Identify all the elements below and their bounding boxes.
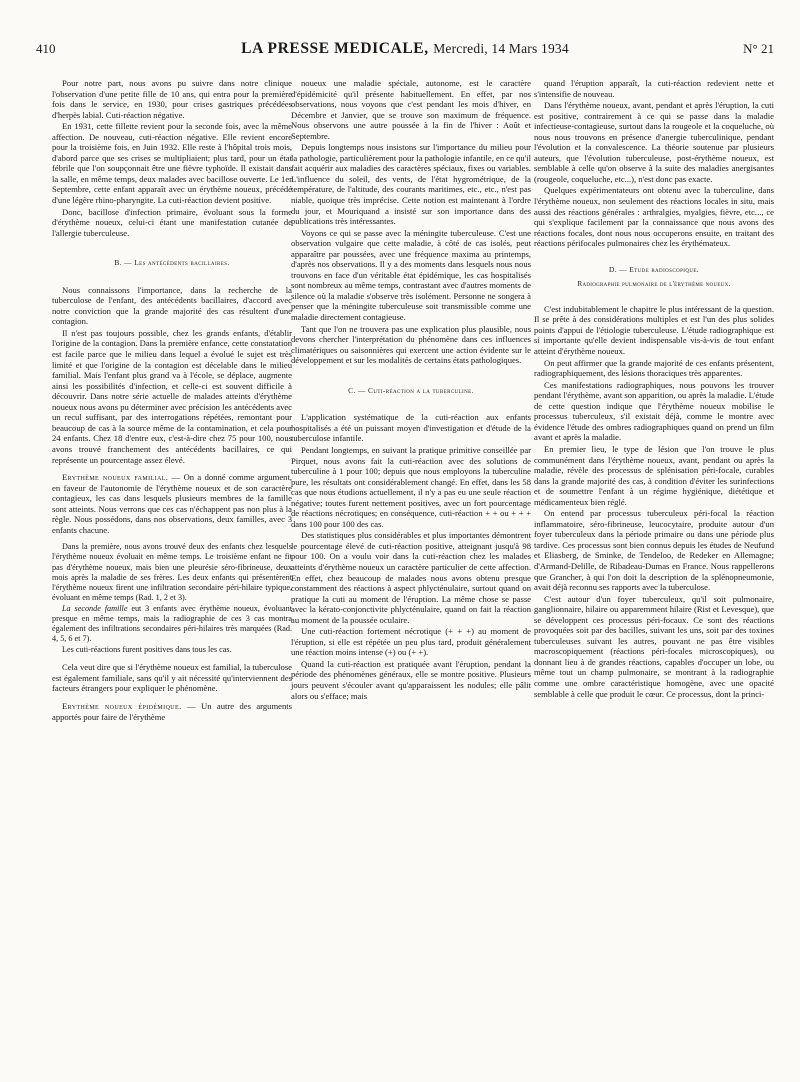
column-middle: [291, 78, 531, 702]
column-right: [534, 78, 774, 700]
journal-title: [76, 40, 734, 58]
paragraph: Dans la première, nous avons trouvé deux des enfants chez lesquels l'érythème noueux évoluait en même temps. Le troisième enfant ne fit pas d'érythème noueux, mais bien une pleurésie séro-fibrineuse, deux mois après la maladie de ses frères. Les deux enfants qui présentèrent l'érythème noueux firent une infiltration secondaire péri-hilaire typique, évoluant en même temps (Rad. 1, 2 et 3).: [52, 542, 292, 602]
paragraph: La seconde famille eut 3 enfants avec érythème noueux, évoluant presque en même temps, mais la radiographie de ces 3 cas montra également des infiltrations secondaires péri-hilaires très marquées (Rad. 4, 5, 6 et 7).: [52, 603, 292, 644]
paragraph: Des statistiques plus considérables et plus importantes démontrent le pourcentage élevé de cuti-réaction positive, atteignant jusqu'à 98 pour 100. On a voulu voir dans la cuti-réaction chez les malades atteints d'érythème noueux un caractère particulier de cette affection. En effet, chez beaucoup de malades nous avons obtenu presque constamment des réactions à aspect phlycténulaire, surtout quand on pratique la cuti au moment de l'éruption. La même chose se passe avec la kérato-conjonctivite phlycténulaire, quand on fait la réaction au moment de la poussée oculaire.: [291, 530, 531, 625]
paragraph: L'application systématique de la cuti-réaction aux enfants hospitalisés a été un puissant moyen d'investigation et d'étude de la tuberculose infantile.: [291, 412, 531, 444]
paragraph: Donc, bacillose d'infection primaire, évoluant sous la forme d'érythème noueux, celui-ci étant une manifestation cutanée de l'allergie tuberculeuse.: [52, 206, 292, 238]
section-heading-c: C. — Cuti-réaction a la tuberculine.: [348, 385, 474, 395]
paragraph: On peut affirmer que la grande majorité de ces enfants présentent, radiographiquement, des lésions thoraciques très apparentes.: [534, 357, 774, 379]
run-in-heading: Erythème noueux familial.: [62, 472, 169, 483]
paragraph: Les cuti-réactions furent positives dans tous les cas.: [62, 645, 232, 655]
paragraph: En 1931, cette fillette revient pour la seconde fois, avec la même affection. De nouveau, cuti-réaction négative. Elle revient encore pour la troisième fois, en Juin 1932. Elle reste à l'hôpital trois mois, d'abord parce que ses crises se multipliaient; plus tard, pour un état fébrile que l'on soupçonnait être une fièvre typhoïde. Il existait dans la salle, en même temps, deux malades avec bacillose ouverte. Le 1er Septembre, cette enfant apparaît avec un érythème noueux, précédé d'une légère rhino-pharyngite. La cuti-réaction devient positive.: [52, 121, 292, 206]
issue-date: Mercredi, 14 Mars 1934: [433, 41, 569, 56]
section-heading-b: B. — Les antécédents bacillaires.: [114, 258, 230, 268]
paragraph: Pour notre part, nous avons pu suivre dans notre clinique l'observation d'une petite fille de 10 ans, qui entra pour la première fois dans le service, en 1930, pour crises gastriques précédées d'herpès labial. Cuti-réaction négative.: [52, 78, 292, 120]
paragraph: Pendant longtemps, en suivant la pratique primitive conseillée par Pirquet, nous avons fait la cuti-réaction avec des solutions de tuberculine à 1 pour 100; depuis que nous employons la tuberculine pure, les résultats ont considérablement changé. En effet, dans les 58 cas que nous étudions actuellement, il n'y a pas eu une seule réaction négative; toutes furent nettement positives, avec un fort pourcentage de réactions nécrotiques; en conséquence, cuti-réaction + + ou + + + dans 100 pour 100 des cas.: [291, 444, 531, 529]
page-number: 410: [36, 41, 56, 56]
paragraph: On entend par processus tuberculeux péri-focal la réaction inflammatoire, séro-fibrineuse, leucocytaire, produite autour d'un foyer tuberculeux dans la période primaire ou dans une période plus tardive. Ces processus sont bien connus depuis les études de Neufund et Eliasberg, de Sminke, de Tendeloo, de Redeker en Allemagne; d'Armand-Delille, de Ribadeau-Dumas en France. Nous rappellerons que Grancher, à qui l'on doit la description de la splénopneumonie, avait déjà reconnu ses rapports avec la tuberculose.: [534, 508, 774, 593]
paragraph: Une cuti-réaction fortement nécrotique (+ + +) au moment de l'éruption, si elle est répétée un peu plus tard, produit généralement une réaction moins intense (+) ou (+ +).: [291, 626, 531, 658]
paragraph: En premier lieu, le type de lésion que l'on trouve le plus communément dans l'érythème noueux, avant, pendant ou après la maladie, révèle des processus de splénisation péri-focale, curables dans la grande majorité des cas, à condition d'éviter les surinfections et de soumettre l'enfant à un régime hygiénique, diététique et médicamenteux bien réglé.: [534, 443, 774, 507]
paragraph: Nous connaissons l'importance, dans la recherche de la tuberculose de l'enfant, des antécédents bacillaires, d'accord avec notre conviction que la grande majorité des cas résultent d'une contagion.: [52, 284, 292, 327]
paragraph: Cela veut dire que si l'érythème noueux est familial, la tuberculose est également familiale, sans qu'il y ait nécessité qu'interviennent des facteurs étrangers pour expliquer le phénomène.: [52, 662, 292, 694]
paragraph: Quand la cuti-réaction est pratiquée avant l'éruption, pendant la période des phénomènes généraux, elle se montre positive. Plusieurs jours peuvent s'écouler avant qu'apparaissent les nodules; elle pâlit alors ou s'efface; mais: [291, 658, 531, 701]
paragraph: Quelques expérimentateurs ont obtenu avec la tuberculine, dans l'érythème noueux, non seulement des réactions locales in situ, mais aussi des réactions générales : arthralgies, myalgies, fièvre, etc..., ce qui s'explique facilement par la connaissance que nous avons des réactions focales, dont nous nous occuperons ensuite, en traitant des réactions périfocales pulmonaires chez les érythémateux.: [534, 185, 774, 249]
emphasis: La seconde famille: [62, 603, 128, 613]
column-left: [52, 78, 292, 723]
paragraph: Depuis longtemps nous insistons sur l'importance du milieu pour la pathologie, particulièrement pour la pathologie infantile, en ce qu'il fait acquérir aux maladies des caractères spéciaux, fixes ou variables. L'influence du soleil, des vents, de l'état hygrométrique, de la température, de l'altitude, des courants maritimes, etc., etc., n'est pas niable, quoique très imprécise. Cette notion est maintenant à l'ordre du jour, et Mouriquand a insisté sur son importance dans des publications très intéressantes.: [291, 142, 531, 227]
paragraph: Tant que l'on ne trouvera pas une explication plus plausible, nous devons chercher l'interprétation du phénomène dans ces influences climatériques ou saisonnières qui exercent une action évidente sur le développement et sur les modalités de certains états pathologiques.: [291, 323, 531, 366]
running-header: [36, 40, 774, 64]
section-subheading-d: Radiographie pulmonaire de l'érythème noueux.: [577, 280, 731, 289]
run-in-heading: Erythème noueux épidémique.: [62, 701, 182, 711]
paragraph: Erythème noueux familial. — On a donné comme argument, en faveur de l'autonomie de l'érythème noueux et de son caractère contagieux, les cas dans lesquels plusieurs membres de la famille sont atteints. Nous verrons que ces cas n'échappent pas non plus à la règle. Nous possédons, dans nos observations, deux familles, avec 3 enfants chacune.: [52, 472, 292, 535]
paragraph: Erythème noueux épidémique. — Un autre des arguments apportés pour faire de l'érythème: [52, 701, 292, 722]
issue-number: N° 21: [743, 41, 774, 56]
paragraph: Il n'est pas toujours possible, chez les grands enfants, d'établir l'origine de la contagion. Dans la première enfance, cette constatation est facile parce que le milieu dans lequel a évolué le sujet est très limité et que l'origine de la contagion est décelable dans le milieu familial. Mais l'enfant plus grand va à l'école, se déplace, augmente ainsi les possibilités d'infection, et celle-ci est souvent difficile à découvrir. Dans notre série actuelle de malades atteints d'érythème noueux nous avons pu déterminer avec précision les antécédents avec un recul suffisant, par des interrogations répétées, remontant pour beaucoup de cas à la source même de la contamination, et cela pour 24 enfants. Chez 18 d'entre eux, c'est-à-dire chez 75 pour 100, nous avons trouvé franchement des antécédents bacillaires, ce qui représente un pourcentage assez élevé.: [52, 327, 292, 465]
paragraph: C'est autour d'un foyer tuberculeux, qu'il soit pulmonaire, ganglionnaire, hilaire ou apparemment hilaire (Rist et Levesque), que se développent ces processus péri-focaux. Ce sont des réactions provoquées soit par des bacilles, suivant les uns, soit par des toxines tuberculeuses suivant les autres, pouvant ne pas être visibles macroscopiquement (réactions péri-focales microscopiques), ou donnant lieu à de grandes réactions, capables d'occuper un lobe, ou même tout un champ pulmonaire, se montrant à la radiographie comme une ombre caractéristique homogène, avec une opacité semblable à celle que produit le cœur. Ce processus, dont la princi-: [534, 593, 774, 699]
paragraph: quand l'éruption apparaît, la cuti-réaction redevient nette et s'intensifie de nouveau.: [534, 78, 774, 99]
paragraph: C'est indubitablement le chapitre le plus intéressant de la question. Il se prête à des considérations multiples et est l'un des plus solides points d'appui de l'étiologie tuberculeuse. L'étude radiographique est si importante qu'elle devient indispensable vis-à-vis de tout enfant atteint d'érythème noueux.: [534, 303, 774, 357]
paragraph: noueux une maladie spéciale, autonome, est le caractère d'épidémicité qu'il présente habituellement. En effet, par nos observations, nous voyons que c'est pendant les mois d'hiver, en Décembre et Janvier, que se trouve son maximum de fréquence. Nous observons une autre poussée à la fin de l'hiver : Août et Septembre.: [291, 78, 531, 141]
section-heading-d: D. — Etude radioscopique.: [608, 264, 700, 274]
paragraph: Voyons ce qui se passe avec la méningite tuberculeuse. C'est une observation vulgaire que cette maladie, à côté de cas isolés, peut apparaître par poussées, avec une fréquence maxima au printemps, d'après nos observations. Il y a des moments dans lesquels nous nous trouvons en face d'un véritable état épidémique, les cas hospitalisés sont nombreux au même temps, contrastant avec d'autres moments de silence où la maladie s'observe très isolément. Personne ne songera à penser que la méningite tuberculeuse soit transmissible comme une maladie directement contagieuse.: [291, 227, 531, 323]
journal-name: LA PRESSE MEDICALE,: [241, 40, 429, 57]
paragraph: Ces manifestations radiographiques, nous pouvons les trouver pendant l'érythème, avant son apparition, ou après la maladie. L'étude de cette question indique que l'érythème noueux mobilise le processus tuberculeux, s'il existait déjà, comme le montre avec évidence l'étude des ombres radiographiques quand on prend un film avant et après la maladie.: [534, 379, 774, 443]
paragraph: Dans l'érythème noueux, avant, pendant et après l'éruption, la cuti est positive, contrairement à ce qui se passe dans la maladie infectieuse-contagieuse, surtout dans la rougeole et la coqueluche, où nous nous trouvons en présence d'anergie tuberculinique, pendant l'évolution et la convalescence. La théorie soutenue par plusieurs auteurs, que l'évolution tuberculeuse, post-érythème noueux, est semblable à celle qu'on observe à la suite des maladies anergisantes (rougeole, coqueluche, etc...), n'est donc pas exacte.: [534, 100, 774, 184]
